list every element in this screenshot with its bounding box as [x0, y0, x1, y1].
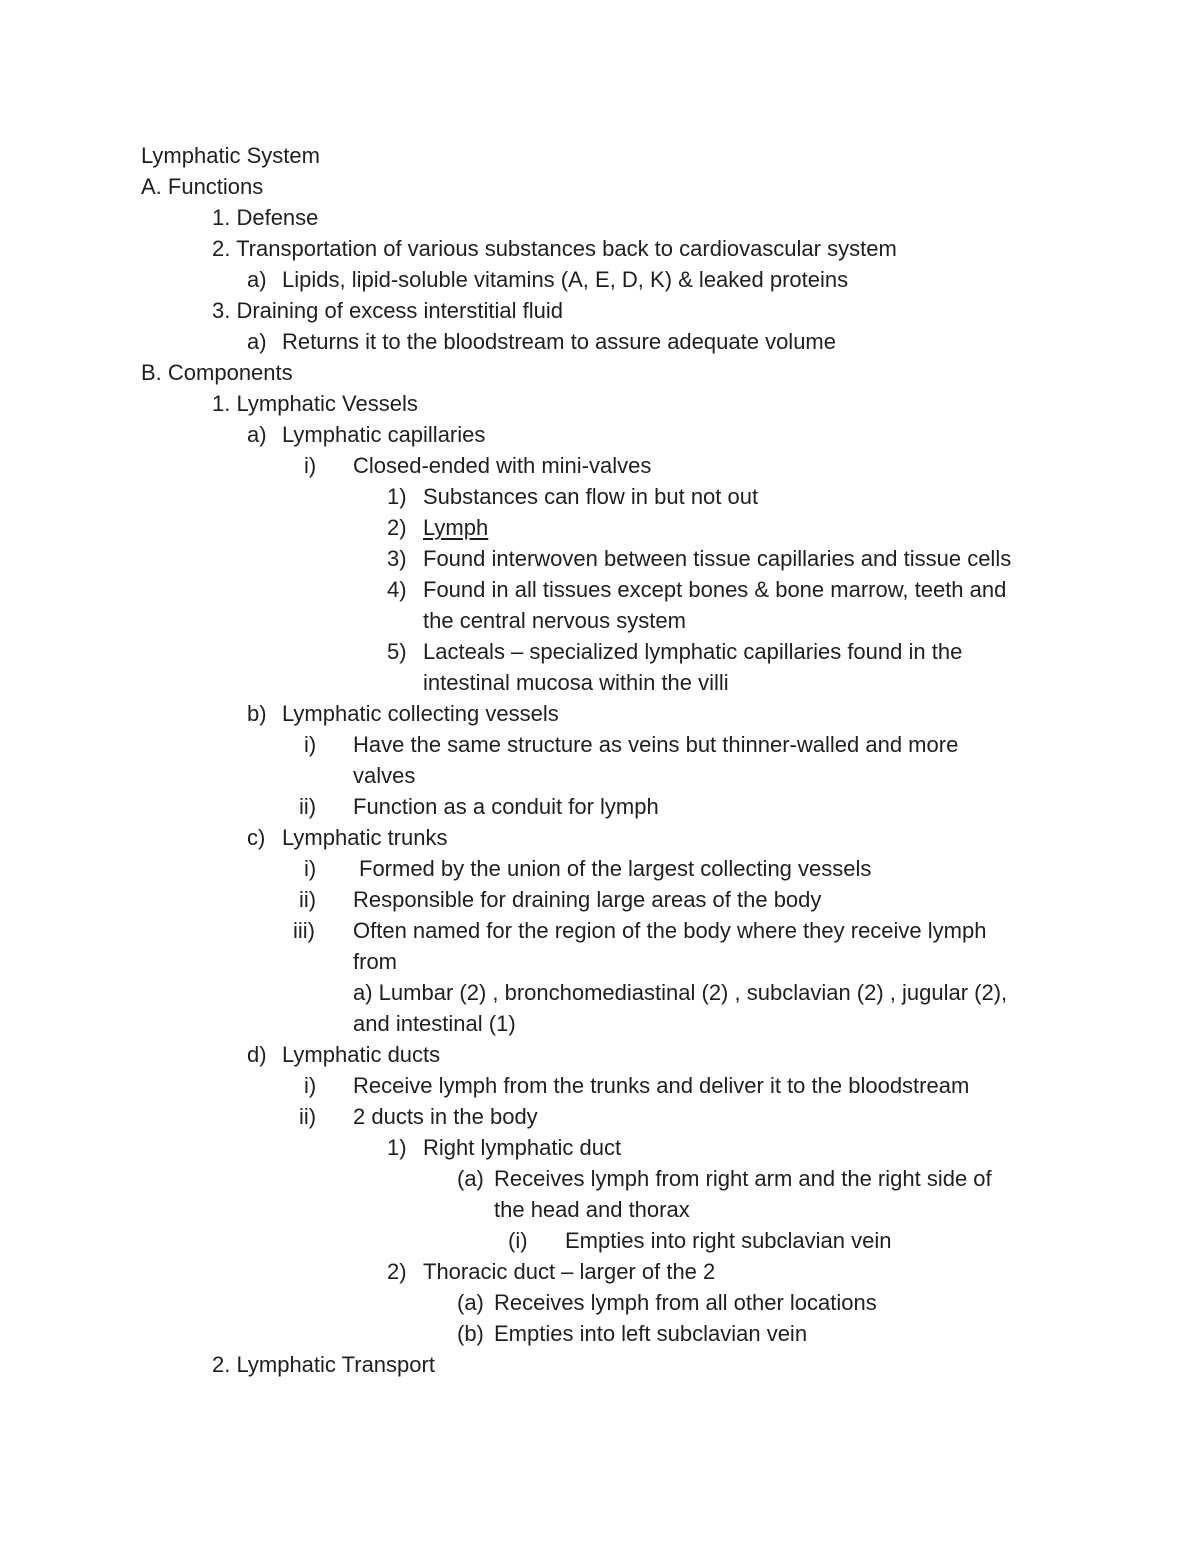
list-marker: ii): [299, 794, 317, 819]
outline-line: and intestinal (1): [353, 1011, 516, 1036]
outline-line: Formed by the union of the largest collecting vessels: [359, 856, 872, 881]
outline-line: Receives lymph from all other locations: [494, 1290, 877, 1315]
list-marker: 3): [387, 546, 407, 571]
list-marker: (a): [457, 1290, 484, 1315]
outline-line: Function as a conduit for lymph: [353, 794, 659, 819]
list-marker: i): [304, 453, 317, 478]
list-marker: 2): [387, 515, 407, 540]
outline-line: Lymphatic ducts: [282, 1042, 441, 1067]
list-marker: 5): [387, 639, 407, 664]
list-marker: ii): [299, 1104, 317, 1129]
outline-line: 2. Lymphatic Transport: [212, 1352, 435, 1377]
list-marker: i): [304, 856, 317, 881]
list-marker: 2): [387, 1259, 407, 1284]
list-marker: iii): [293, 918, 315, 943]
outline-line: Often named for the region of the body where they receive lymph: [353, 918, 987, 943]
list-marker: a): [247, 267, 267, 292]
outline-line: intestinal mucosa within the villi: [423, 670, 729, 695]
outline-line: A. Functions: [141, 174, 264, 199]
outline-line: Lymphatic collecting vessels: [282, 701, 559, 726]
list-marker: ii): [299, 887, 317, 912]
list-marker: (b): [457, 1321, 484, 1346]
list-marker: d): [247, 1042, 267, 1067]
outline-line: 1. Lymphatic Vessels: [212, 391, 418, 416]
outline-line: B. Components: [141, 360, 293, 385]
outline-line: 3. Draining of excess interstitial fluid: [212, 298, 563, 323]
list-marker: (i): [508, 1228, 528, 1253]
outline-line: Lymphatic capillaries: [282, 422, 486, 447]
outline-line: Lacteals – specialized lymphatic capillaries found in the: [423, 639, 963, 664]
outline-line: Empties into left subclavian vein: [494, 1321, 808, 1346]
outline-line: Right lymphatic duct: [423, 1135, 622, 1160]
outline-line: Found in all tissues except bones & bone marrow, teeth and: [423, 577, 1007, 602]
outline-line: Have the same structure as veins but thinner-walled and more: [353, 732, 959, 757]
list-marker: a): [247, 422, 267, 447]
outline-line: valves: [353, 763, 416, 788]
list-marker: 1): [387, 1135, 407, 1160]
list-marker: i): [304, 732, 317, 757]
outline-line: Lipids, lipid-soluble vitamins (A, E, D, K) & leaked proteins: [282, 267, 849, 292]
outline-line: 2. Transportation of various substances back to cardiovascular system: [212, 236, 897, 261]
outline-line: Receives lymph from right arm and the right side of: [494, 1166, 992, 1191]
list-marker: 1): [387, 484, 407, 509]
outline-line: Closed-ended with mini-valves: [353, 453, 652, 478]
outline-line: Responsible for draining large areas of the body: [353, 887, 822, 912]
list-marker: (a): [457, 1166, 484, 1191]
outline-line: a) Lumbar (2) , bronchomediastinal (2) , subclavian (2) , jugular (2),: [353, 980, 1008, 1005]
list-marker: b): [247, 701, 267, 726]
outline-line: from: [353, 949, 397, 974]
outline-line: the central nervous system: [423, 608, 686, 633]
list-marker: c): [247, 825, 266, 850]
list-marker: i): [304, 1073, 317, 1098]
outline-line: Substances can flow in but not out: [423, 484, 759, 509]
outline-line: Empties into right subclavian vein: [565, 1228, 892, 1253]
list-marker: a): [247, 329, 267, 354]
outline-line: 1. Defense: [212, 205, 319, 230]
outline-line: Receive lymph from the trunks and deliver it to the bloodstream: [353, 1073, 970, 1098]
outline-line: Returns it to the bloodstream to assure adequate volume: [282, 329, 836, 354]
outline-line: 2 ducts in the body: [353, 1104, 538, 1129]
outline-line: Thoracic duct – larger of the 2: [423, 1259, 716, 1284]
outline-line: the head and thorax: [494, 1197, 690, 1222]
outline-line: Found interwoven between tissue capillaries and tissue cells: [423, 546, 1012, 571]
outline-line: Lymph: [423, 515, 489, 540]
document-title: Lymphatic System: [141, 143, 320, 168]
list-marker: 4): [387, 577, 407, 602]
outline-line: Lymphatic trunks: [282, 825, 448, 850]
